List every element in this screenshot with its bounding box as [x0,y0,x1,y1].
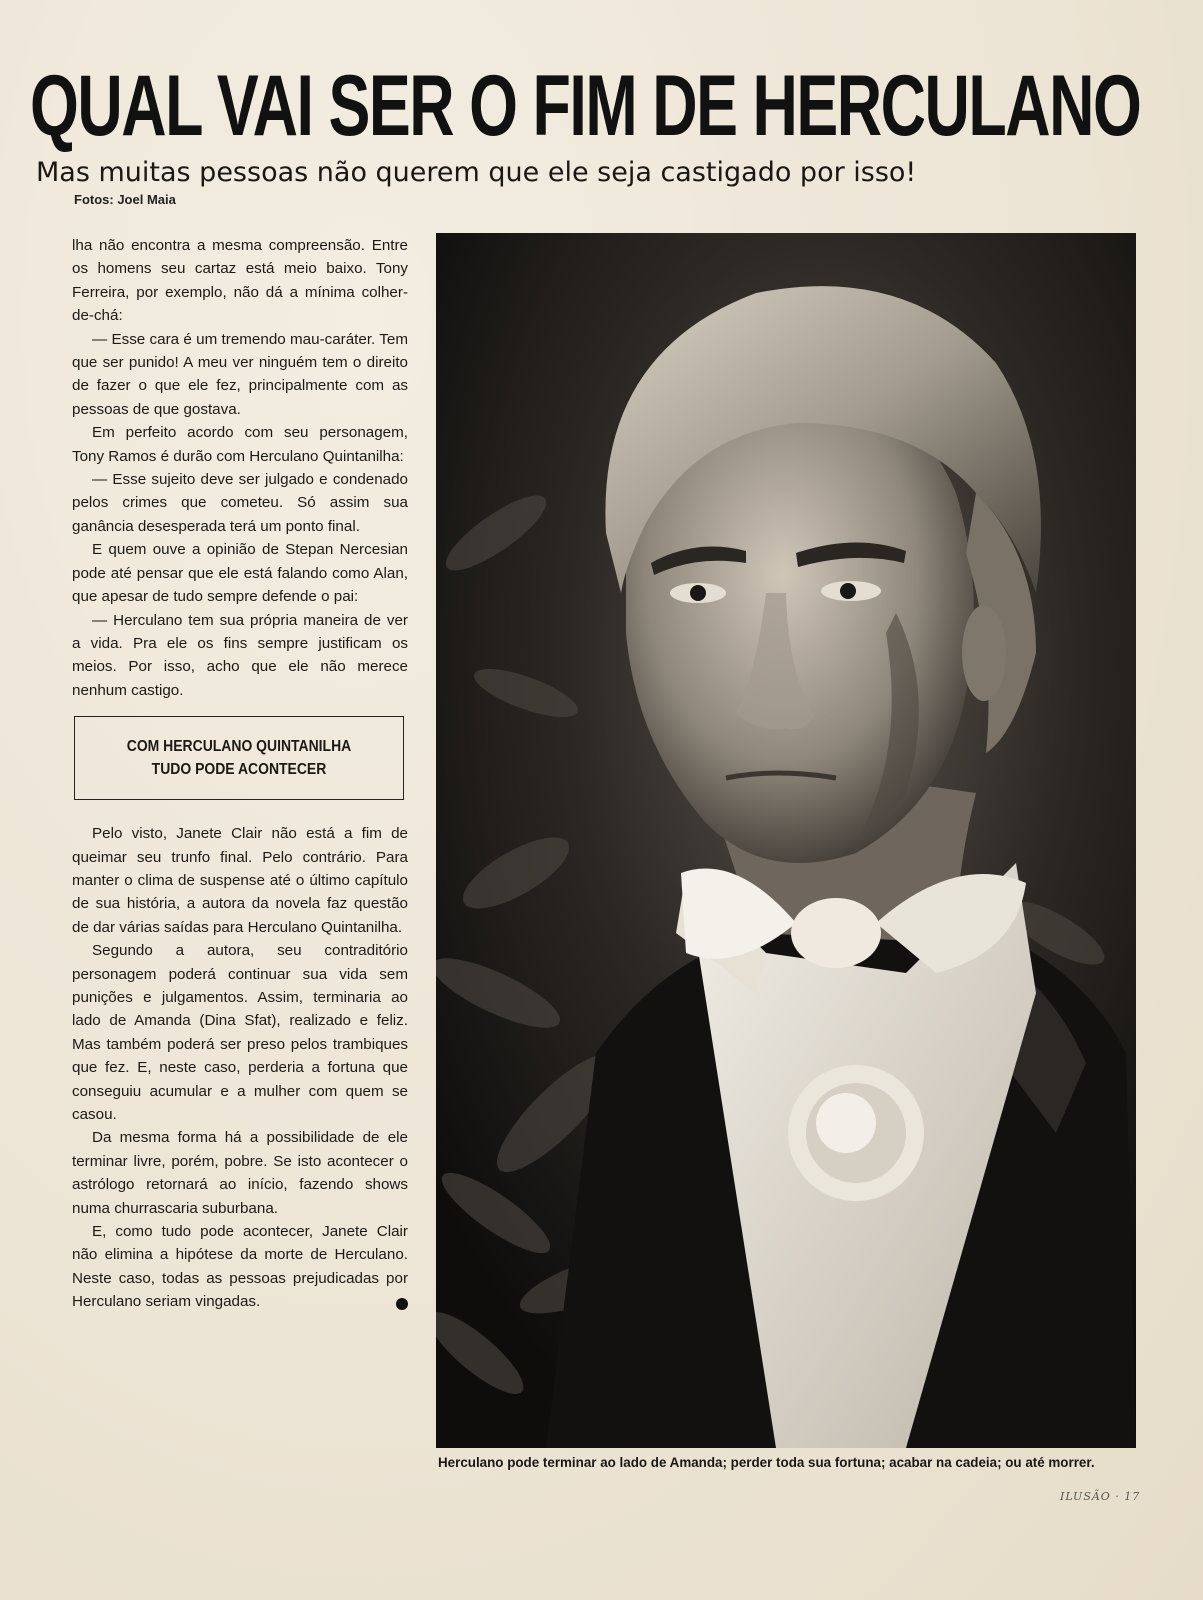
paragraph: Em perfeito acordo com seu personagem, Tony Ramos é durão com Herculano Quintanilha: [72,424,408,465]
portrait-illustration [436,233,1136,1448]
section-heading: COM HERCULANO QUINTANILHA TUDO PODE ACONTECER [126,738,352,779]
subtitle: Mas muitas pessoas não querem que ele seja castigado por isso! [36,157,917,188]
portrait-photo [436,233,1136,1448]
headline: QUAL VAI SER O FIM DE HERCULANO [30,58,1141,154]
photo-caption: Herculano pode terminar ao lado de Amanda; perder toda sua fortuna; acabar na cadeia; ou até morrer. [438,1455,1095,1470]
paragraph: Pelo visto, Janete Clair não está a fim de queimar seu trunfo final. Pelo contrário. Para manter o clima de suspense até o último capítulo de sua história, a autora da novela faz questão de dar várias saídas para Herculano Quintanilha. [72,825,408,936]
paragraph: lha não encontra a mesma compreensão. Entre os homens seu cartaz está meio baixo. Tony Ferreira, por exemplo, não dá a mínima colher-de-chá: [72,237,408,325]
paragraph: — Herculano tem sua própria maneira de ver a vida. Pra ele os fins sempre justificam os meios. Por isso, acho que ele não merece nenhum castigo. [72,611,408,699]
paragraph: E quem ouve a opinião de Stepan Nercesian pode até pensar que ele está falando como Alan, que apesar de tudo sempre defende o pai: [72,541,408,606]
paragraph: — Esse cara é um tremendo mau-caráter. Tem que ser punido! A meu ver ninguém tem o direito de fazer o que ele fez, principalmente com as pessoas de que gostava. [72,330,408,418]
paragraph: Segundo a autora, seu contraditório personagem poderá continuar sua vida sem punições e julgamentos. Assim, terminaria ao lado de Amanda (Dina Sfat), realizado e feliz. Mas também poderá ser preso pelos trambiques que fez. E, neste caso, perderia a fortuna que conseguiu acumular e a mulher com quem se casou. [72,942,408,1123]
section-heading-box [74,716,404,800]
paragraph: — Esse sujeito deve ser julgado e condenado pelos crimes que cometeu. Só assim sua ganância desesperada terá um ponto final. [72,471,408,535]
text-column [72,234,408,1314]
end-mark-icon [396,1298,408,1310]
page-folio: ILUSÃO · 17 [1060,1490,1141,1503]
paragraph: Da mesma forma há a possibilidade de ele terminar livre, porém, pobre. Se isto acontecer o astrólogo retornará ao início, fazendo shows numa churrascaria suburbana. [72,1129,408,1217]
photo-credit: Fotos: Joel Maia [74,192,176,207]
paragraph: E, como tudo pode acontecer, Janete Clair não elimina a hipótese da morte de Herculano. Neste caso, todas as pessoas prejudicadas por Herculano seriam vingadas. [72,1223,408,1311]
